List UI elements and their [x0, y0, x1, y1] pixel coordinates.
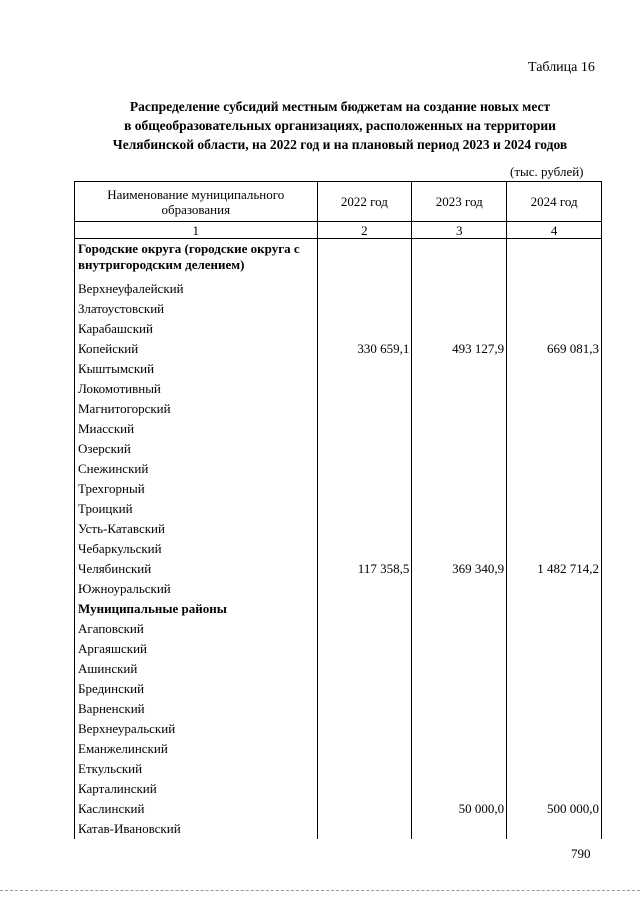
value-2023 — [412, 299, 507, 319]
title-line: Распределение субсидий местным бюджетам на создание новых мест — [129, 99, 551, 114]
value-2024 — [507, 419, 602, 439]
table-row — [75, 279, 602, 299]
value-2022 — [317, 579, 412, 599]
value-2022 — [317, 299, 412, 319]
value-2023 — [412, 619, 507, 639]
municipality-name: Челябинский — [75, 559, 318, 579]
value-2022 — [317, 799, 412, 819]
value-2023 — [412, 699, 507, 719]
value-2024 — [507, 579, 602, 599]
value-2023 — [412, 239, 507, 280]
municipality-name: Златоустовский — [75, 299, 318, 319]
value-2022: 117 358,5 — [317, 559, 412, 579]
table-row — [75, 399, 602, 419]
value-2023 — [412, 399, 507, 419]
column-header-2023: 2023 год — [412, 182, 507, 222]
table-row — [75, 739, 602, 759]
value-2024 — [507, 519, 602, 539]
value-2024: 669 081,3 — [507, 339, 602, 359]
table-row — [75, 679, 602, 699]
column-header-2024: 2024 год — [507, 182, 602, 222]
table-group-row — [75, 599, 602, 619]
value-2024 — [507, 659, 602, 679]
table-row — [75, 759, 602, 779]
value-2022 — [317, 699, 412, 719]
column-header-2022: 2022 год — [317, 182, 412, 222]
municipality-name: Верхнеуфалейский — [75, 279, 318, 299]
value-2022 — [317, 499, 412, 519]
municipality-name: Троицкий — [75, 499, 318, 519]
value-2023 — [412, 819, 507, 839]
title-line: в общеобразовательных организациях, расположенных на территории — [124, 118, 556, 133]
municipality-name: Магнитогорский — [75, 399, 318, 419]
value-2023 — [412, 379, 507, 399]
value-2022 — [317, 439, 412, 459]
table-row — [75, 779, 602, 799]
value-2022 — [317, 659, 412, 679]
column-number: 4 — [507, 222, 602, 239]
municipality-name: Катав-Ивановский — [75, 819, 318, 839]
column-number-row — [75, 222, 602, 239]
table-row — [75, 659, 602, 679]
municipality-name: Копейский — [75, 339, 318, 359]
table-row — [75, 299, 602, 319]
table-body — [75, 239, 602, 840]
value-2022 — [317, 379, 412, 399]
value-2024 — [507, 639, 602, 659]
table-row — [75, 539, 602, 559]
value-2023 — [412, 519, 507, 539]
municipality-name: Еманжелинский — [75, 739, 318, 759]
value-2024 — [507, 379, 602, 399]
municipality-name: Аргаяшский — [75, 639, 318, 659]
units-note: (тыс. рублей) — [510, 164, 584, 179]
value-2024 — [507, 439, 602, 459]
value-2022 — [317, 459, 412, 479]
municipality-name: Миасский — [75, 419, 318, 439]
table-row — [75, 799, 602, 819]
value-2023 — [412, 579, 507, 599]
municipality-name: Карабашский — [75, 319, 318, 339]
value-2022 — [317, 679, 412, 699]
value-2023: 369 340,9 — [412, 559, 507, 579]
value-2022 — [317, 819, 412, 839]
value-2023 — [412, 739, 507, 759]
value-2024 — [507, 619, 602, 639]
value-2023: 50 000,0 — [412, 799, 507, 819]
value-2022 — [317, 519, 412, 539]
value-2024 — [507, 779, 602, 799]
municipality-name: Локомотивный — [75, 379, 318, 399]
value-2023 — [412, 539, 507, 559]
table-row — [75, 339, 602, 359]
municipality-name: Брединский — [75, 679, 318, 699]
municipality-name: Варненский — [75, 699, 318, 719]
table-row — [75, 379, 602, 399]
table-group-row — [75, 239, 602, 280]
value-2023 — [412, 359, 507, 379]
municipality-name: Южноуральский — [75, 579, 318, 599]
value-2023 — [412, 319, 507, 339]
table-row — [75, 699, 602, 719]
value-2024 — [507, 499, 602, 519]
value-2023 — [412, 459, 507, 479]
value-2022 — [317, 539, 412, 559]
value-2022 — [317, 779, 412, 799]
table-row — [75, 579, 602, 599]
value-2024 — [507, 599, 602, 619]
municipality-name: Карталинский — [75, 779, 318, 799]
value-2022 — [317, 419, 412, 439]
municipality-name: Кыштымский — [75, 359, 318, 379]
municipality-name: Озерский — [75, 439, 318, 459]
table-row — [75, 619, 602, 639]
value-2024 — [507, 459, 602, 479]
value-2024 — [507, 479, 602, 499]
value-2023 — [412, 659, 507, 679]
municipality-name: Трехгорный — [75, 479, 318, 499]
document-title — [80, 97, 600, 154]
value-2022 — [317, 319, 412, 339]
page-edge-divider — [0, 890, 640, 891]
municipality-name: Муниципальные районы — [75, 599, 318, 619]
value-2024 — [507, 279, 602, 299]
value-2022 — [317, 359, 412, 379]
column-header-name: Наименование муниципального образования — [75, 182, 318, 222]
municipality-name: Усть-Катавский — [75, 519, 318, 539]
value-2024 — [507, 399, 602, 419]
value-2023 — [412, 479, 507, 499]
table-row — [75, 459, 602, 479]
value-2022 — [317, 479, 412, 499]
municipality-name: Еткульский — [75, 759, 318, 779]
table-header-row — [75, 182, 602, 222]
value-2024 — [507, 819, 602, 839]
table-row — [75, 819, 602, 839]
subsidy-table — [74, 181, 602, 839]
value-2024 — [507, 319, 602, 339]
value-2024 — [507, 539, 602, 559]
value-2022 — [317, 759, 412, 779]
value-2022 — [317, 239, 412, 280]
value-2022: 330 659,1 — [317, 339, 412, 359]
table-row — [75, 439, 602, 459]
column-number: 3 — [412, 222, 507, 239]
value-2023: 493 127,9 — [412, 339, 507, 359]
value-2022 — [317, 639, 412, 659]
value-2024 — [507, 679, 602, 699]
municipality-name: Ашинский — [75, 659, 318, 679]
column-number: 1 — [75, 222, 318, 239]
value-2024 — [507, 759, 602, 779]
municipality-name: Чебаркульский — [75, 539, 318, 559]
value-2022 — [317, 599, 412, 619]
value-2024 — [507, 359, 602, 379]
value-2023 — [412, 419, 507, 439]
value-2022 — [317, 619, 412, 639]
value-2023 — [412, 679, 507, 699]
value-2024: 500 000,0 — [507, 799, 602, 819]
table-row — [75, 519, 602, 539]
municipality-name: Каслинский — [75, 799, 318, 819]
municipality-name: Городские округа (городские округа с внутригородским делением) — [75, 239, 318, 280]
value-2023 — [412, 439, 507, 459]
value-2024 — [507, 719, 602, 739]
value-2022 — [317, 739, 412, 759]
value-2023 — [412, 719, 507, 739]
table-row — [75, 479, 602, 499]
title-line: Челябинской области, на 2022 год и на плановый период 2023 и 2024 годов — [112, 137, 568, 152]
table-row — [75, 639, 602, 659]
value-2023 — [412, 499, 507, 519]
value-2022 — [317, 719, 412, 739]
table-row — [75, 719, 602, 739]
table-row — [75, 499, 602, 519]
value-2024 — [507, 699, 602, 719]
municipality-name: Верхнеуральский — [75, 719, 318, 739]
table-row — [75, 559, 602, 579]
value-2023 — [412, 599, 507, 619]
value-2024: 1 482 714,2 — [507, 559, 602, 579]
table-row — [75, 319, 602, 339]
value-2024 — [507, 739, 602, 759]
page-number: 790 — [571, 846, 591, 861]
table-row — [75, 419, 602, 439]
municipality-name: Снежинский — [75, 459, 318, 479]
municipality-name: Агаповский — [75, 619, 318, 639]
column-number: 2 — [317, 222, 412, 239]
table-row — [75, 359, 602, 379]
value-2023 — [412, 279, 507, 299]
value-2023 — [412, 779, 507, 799]
value-2022 — [317, 279, 412, 299]
value-2024 — [507, 299, 602, 319]
table-number: Таблица 16 — [528, 60, 595, 75]
value-2023 — [412, 759, 507, 779]
value-2022 — [317, 399, 412, 419]
value-2024 — [507, 239, 602, 280]
value-2023 — [412, 639, 507, 659]
